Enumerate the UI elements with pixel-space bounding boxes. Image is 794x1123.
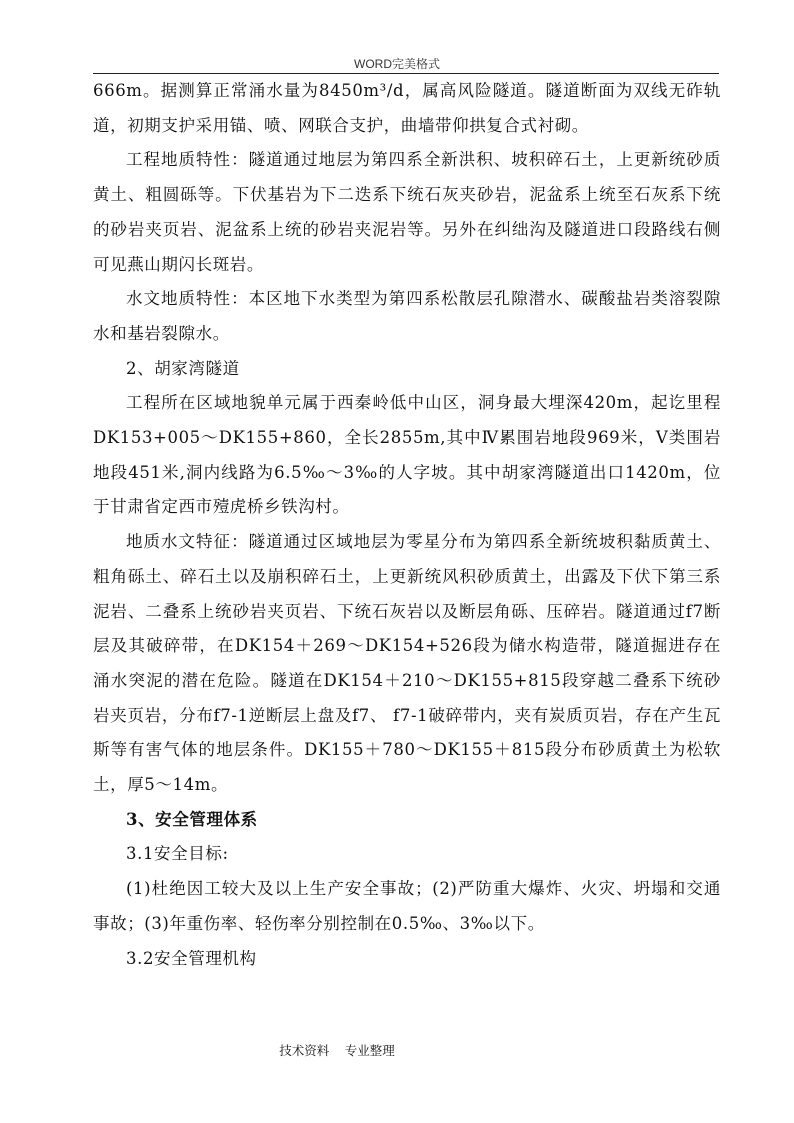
subheading-safety-goals: 3.1安全目标:: [126, 844, 229, 864]
section-heading-hujiawan-tunnel: 2、胡家湾隧道: [126, 358, 240, 378]
section-heading-safety-system: 3、安全管理体系: [126, 809, 258, 829]
page-header: WORD完美格式: [354, 57, 440, 71]
paragraph-tunnel-summary: 666m。据测算正常涌水量为8450m³/d，属高风险隧道。隧道断面为双线无砟轨道，初期支护采用锚、喷、网联合支护，曲墙带仰拱复合式衬砌。: [93, 81, 721, 135]
page-footer: 技术资料 专业整理: [279, 1044, 395, 1058]
paragraph-safety-goals: (1)杜绝因工较大及以上生产安全事故；(2)严防重大爆炸、火灾、坍塌和交通事故；(3)年重伤率、轻伤率分别控制在0.5‰、3‰以下。: [93, 879, 721, 933]
paragraph-engineering-geology: 工程地质特性：隧道通过地层为第四系全新洪积、坡积碎石土，上更新统砂质黄土、粗圆砾等。下伏基岩为下二迭系下统石灰夹砂岩，泥盆系上统至石灰系下统的砂岩夹页岩、泥盆系上统的砂岩夹泥岩等。另外在纠绌沟及隧道进口段路线右侧可见燕山期闪长斑岩。: [93, 150, 721, 274]
paragraph-geology-hydrology: 地质水文特征：隧道通过区域地层为零星分布为第四系全新统坡积黏质黄土、粗角砾土、碎石土以及崩积碎石土，上更新统风积砂质黄土，出露及下伏下第三系泥岩、二叠系上统砂岩夹页岩、下统石灰岩以及断层角砾、压碎岩。隧道通过f7断层及其破碎带，在DK154＋269～DK154+526段为储水构造带，隧道掘进存在涌水突泥的潜在危险。隧道在DK154＋210～DK155+815段穿越二叠系下统砂岩夹页岩，分布f7-1逆断层上盘及f7、 f7-1破碎带内，夹有炭质页岩，存在产生瓦斯等有害气体的地层条件。DK155＋780～DK155＋815段分布砂质黄土为松软土，厚5～14m。: [93, 532, 721, 795]
subheading-safety-organization: 3.2安全管理机构: [126, 948, 257, 968]
paragraph-hydrogeology: 水文地质特性：本区地下水类型为第四系松散层孔隙潜水、碳酸盐岩类溶裂隙水和基岩裂隙水。: [93, 289, 721, 343]
document-body: [93, 74, 721, 976]
paragraph-hujiawan-overview: 工程所在区域地貌单元属于西秦岭低中山区，洞身最大埋深420m，起讫里程DK153+005～DK155+860，全长2855m,其中Ⅳ累围岩地段969米，Ⅴ类围岩地段451米,洞内线路为6.5‰～3‰的人字坡。其中胡家湾隧道出口1420m，位于甘肃省定西市殪虎桥乡铁沟村。: [93, 393, 721, 517]
